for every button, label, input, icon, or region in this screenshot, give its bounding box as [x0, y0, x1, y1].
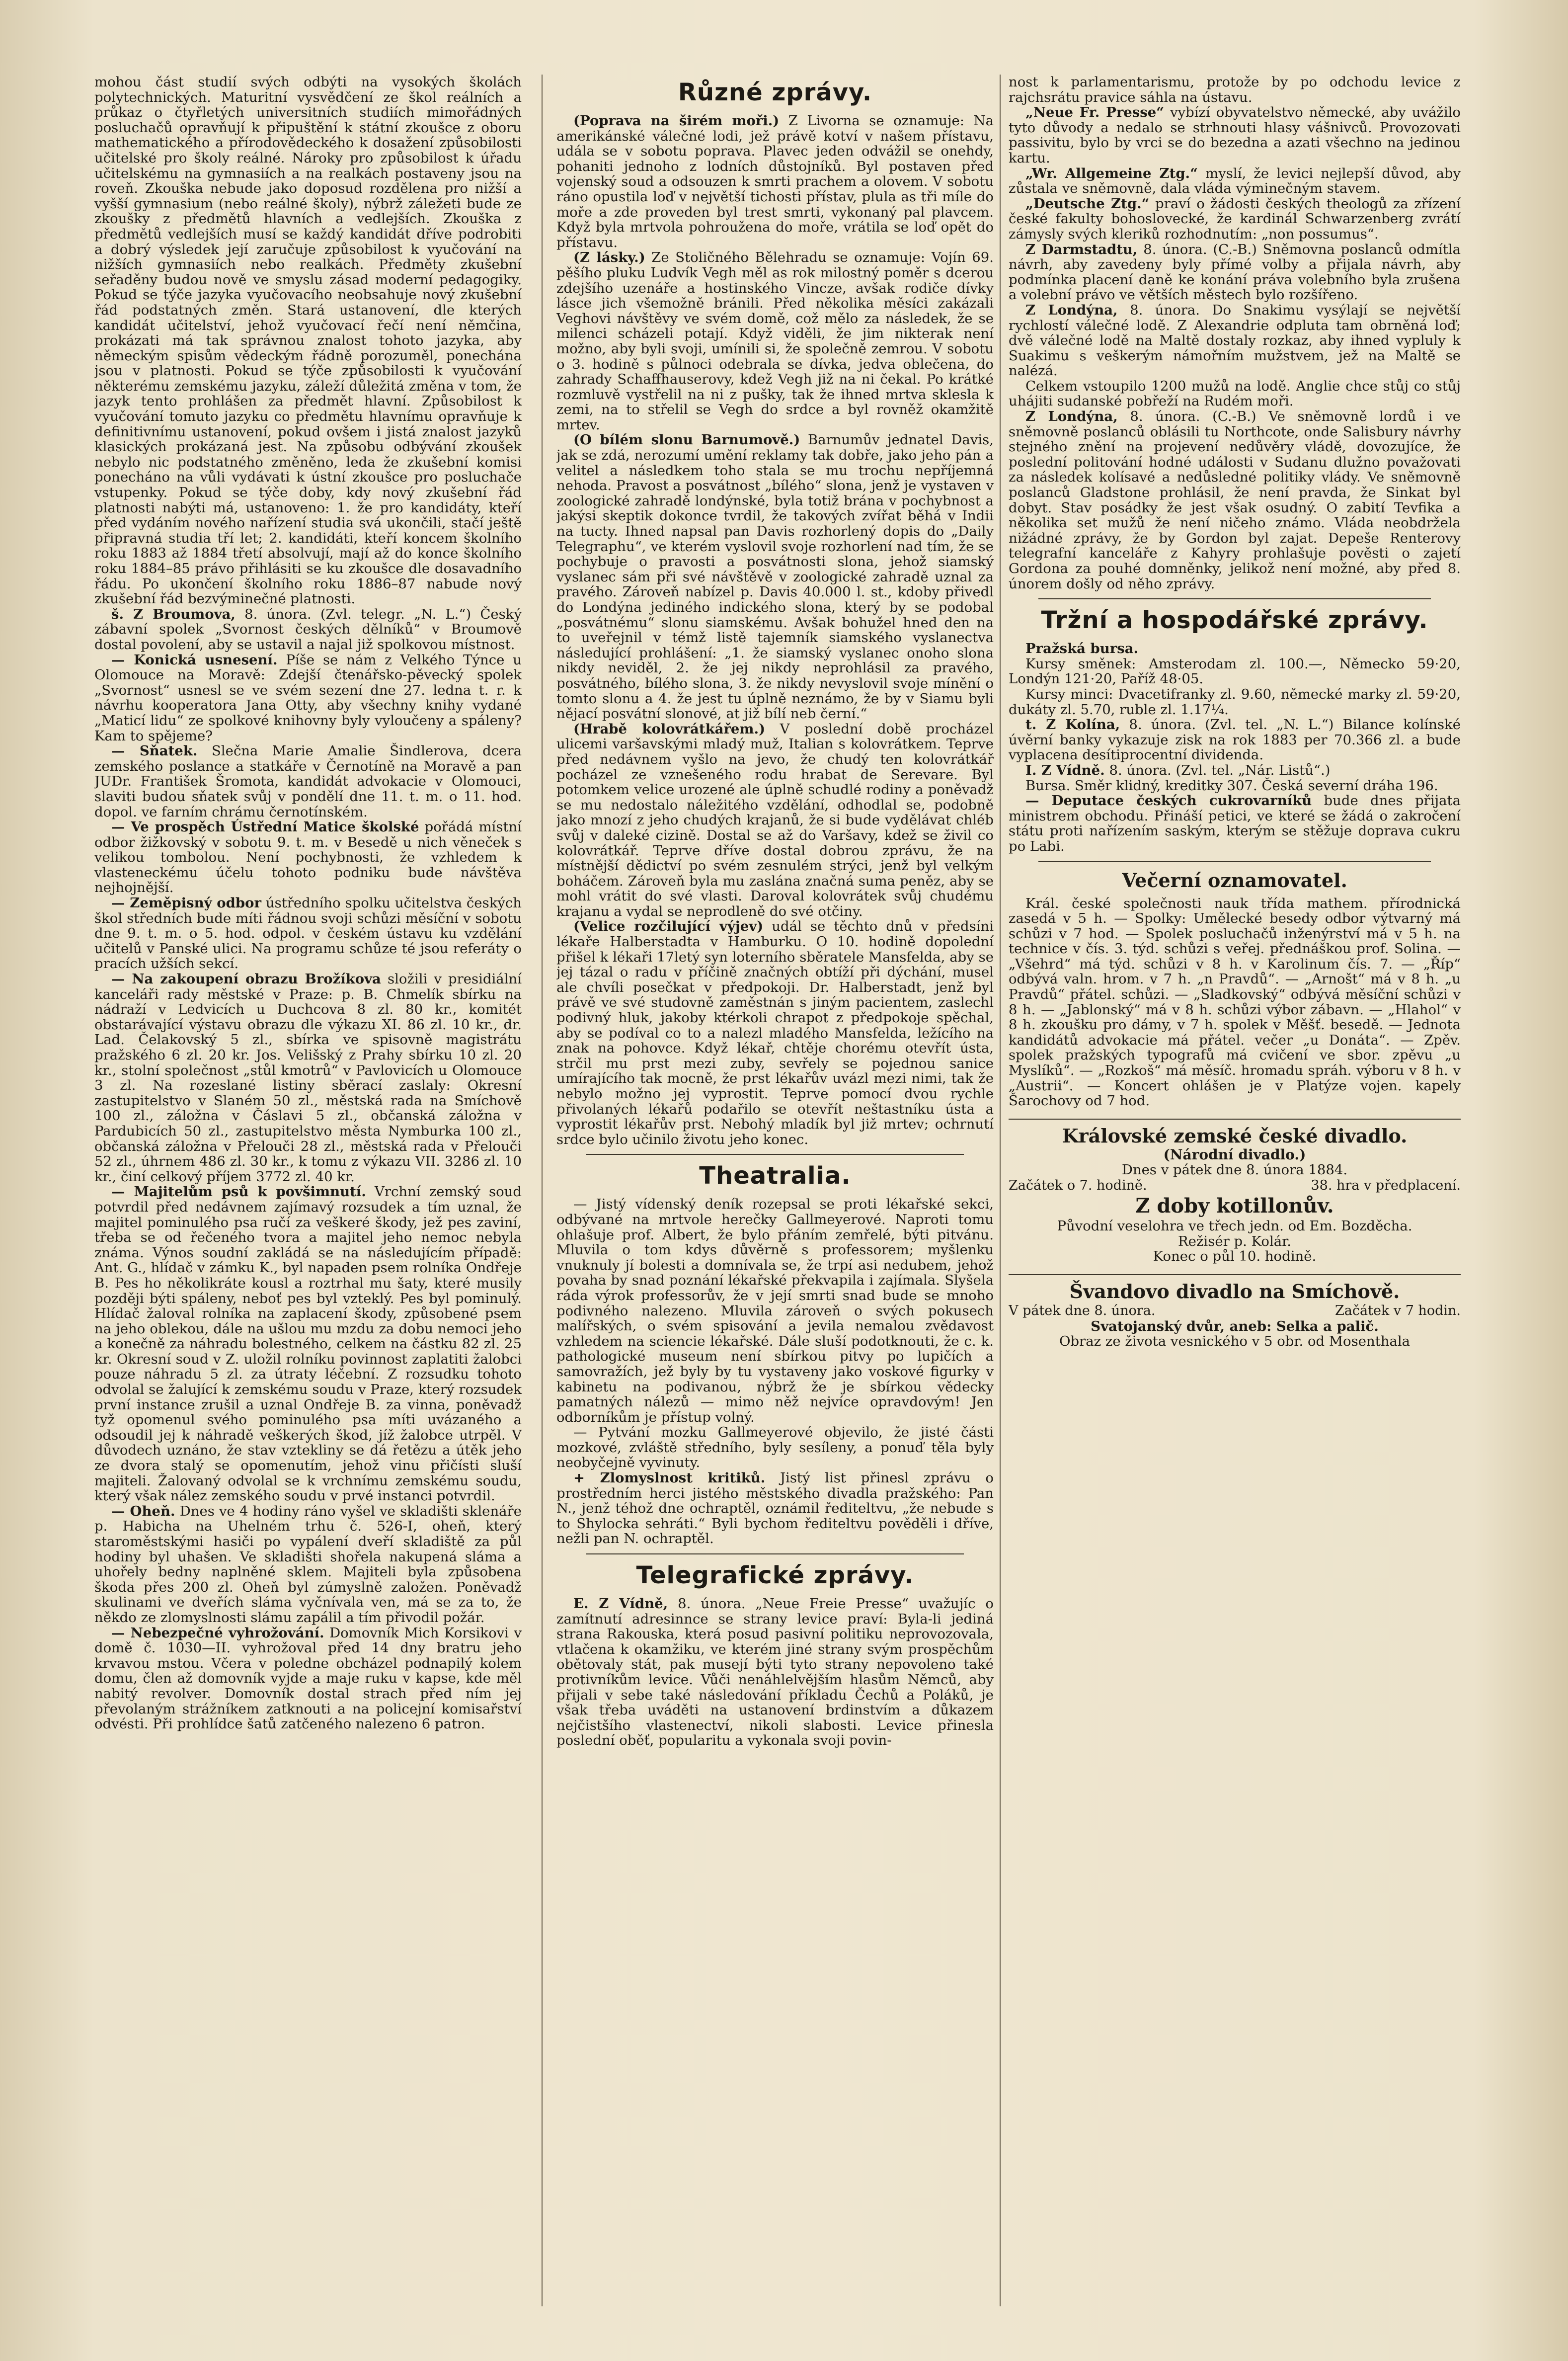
article-continuation: mohou část studií svých odbýti na vysokých školách polytechnických. Maturitní vysvědčení ze škol reálních a průkaz o čtyřletých universitních studiích mimořádných posluchačů opravňují k připuštění k státní zkoušce z oboru mathematického a přírodovědeckého k dosažení způsobilosti učitelské pro školy reálné. Nároky pro způsobilost k úřadu učitelskému na gymnasiích a na realkách postaveny jsou na roveň. Zkouška nebude jako doposud rozdělena pro nižší a vyšší gymnasium (nebo reálné školy), nýbrž záležeti bude ze zkoušky z předmětů hlavních a vedlejších. Zkouška z předmětů vedlejších musí se každý kandidát dříve podrobiti a dobrý výsledek její zaručuje způsobilost k vyučování na nižších gymnasiích nebo realkách. Předměty zkušební seřaděny budou nově ve smyslu zásad moderní pedagogiky. Pokud se týče jazyka vyučovacího neobsahuje nový zkušební řád podstatných změn. Stará ustanovení, dle kterých kandidát učitelství, jehož vyučovací řečí není němčina, prokázati má tak správnou znalost tohoto jazyka, aby německým spisům vědeckým řádně porozuměl, ponechána jsou v platnosti. Pokud se týče způsobilosti k vyučování některému zemskému jazyku, záleží důležitá změna v tom, že jazyk tento prohlášen za předmět hlavní. Způsobilost k vyučování tomuto jazyku co předmětu hlavnímu opravňuje k definitivnímu ustanovení, pokud ovšem i jistá znalost jazyků klasických prokázaná jest. Na způsobu odbývání zkoušek nebylo nic podstatného změněno, leda že zkušební komisi ponecháno na vůli vydávati k ústní zkoušce pro posluchače vstupenky. Pokud se týče doby, kdy nový zkušební řád platnosti nabýti má, ustanoveno: 1. že pro kandidáty, kteří před vydáním nového nařízení studia svá ukončili, stačí ještě připravná studia tří let; 2. kandidáti, kteří koncem školního roku 1883 až 1884 třetí absolvují, mají až do konce školního roku 1884–85 právo přihlásiti se ku zkoušce dle dosavadního řádu. Po ukončení školního roku 1886–87 nabude nový zkušební řád bezvýminečné platnosti. [94, 75, 522, 607]
news-item: (Velice rozčilující výjev) udál se těchto dnů v předsíni lékaře Halberstadta v Hamburku. O 10. hodině dopolední přišel k lékaři 17letý syn loterního sběratele Mansfelda, aby se jej tázal o radu v příčině značných obtíží při dýchání, musel ale chvíli posečkat v předpokoji. Dr. Halberstadt, jenž byl právě ve své studovně zaměstnán s jiným pacientem, zaslechl podivný hluk, jakoby ktérkoli chrapot z předpokoje spěchal, aby se podíval co to a nalezl mladého Mansfelda, ležícího na znak na pohovce. Když lékař, chtěje chorému otevřít ústa, strčil mu prst mezi zuby, sevřely se pojednou sanice umírajícího tak mocně, že prst lékařův uvázl mezi nimi, tak že nebylo možno jej vyprostit. Teprve pomocí dvou rychle přivolaných lékařů podařilo se otevřít neštastníku ústa a vyprostit lékařův prst. Nebohý mladík byl již mrtev; ochrnutí srdce bylo učinilo životu jeho konec. [556, 918, 994, 1147]
news-item: t. Z Kolína, 8. února. (Zvl. tel. „N. L.“) Bilance kolínské úvěrní banky vykazuje zisk na rok 1883 per 70.366 zl. a bude vyplacena desítiprocentní dividenda. [1009, 717, 1461, 763]
section-divider [586, 1154, 964, 1155]
news-item: „Deutsche Ztg.“ praví o žádosti českých theologů za zřízení české fakulty bohoslovecké, že kardinál Schwarzenberg zvrátí zámysly svých kleriků rozhodnutím: „non possumus“. [1009, 195, 1461, 242]
theatre-subscription: 38. hra v předplacení. [1311, 1178, 1461, 1193]
news-item: E. Z Vídně, 8. února. „Neue Freie Presse“ uvažujíc o zamítnutí adresinnce se strany levice praví: Byla-li jediná strana Rakouska, která posud pasivní politiku neprovozovala, vtlačena k okamžiku, ve kterém jiné strany svým prospěchům obětovaly stát, pak musejí býti tyto strany nepovoleno také protivníkům levice. Vůči nenáhlelvějším hlasům Němců, aby přijali v sebe také následování příkladu Čechů a Poláků, je však třeba uváděti na ustanovení brdinstvím a důkazem nejčistšího vlastenectví, nikoli slabosti. Levice přinesla poslední oběť, popularitu a vykonala svoji povin- [556, 1596, 994, 1749]
theatre-end: Konec o půl 10. hodině. [1153, 1248, 1317, 1265]
theatre-title: Královské zemské české divadlo. [1062, 1124, 1408, 1147]
theatre-start: Začátek o 7. hodině. [1009, 1178, 1147, 1193]
section-heading-trzni: Tržní a hospodářské zprávy. [1041, 606, 1428, 635]
bursa-rates: Kursy minci: Dvacetifranky zl. 9.60, německé marky zl. 59·20, dukáty zl. 5.70, ruble zl. 1.17¼. [1009, 686, 1461, 718]
column-rule [542, 75, 543, 2306]
section-divider [1038, 598, 1431, 599]
news-item: „Wr. Allgemeine Ztg.“ myslí, že levici nejlepší důvod, aby zůstala ve sněmovně, dala vláda výminečným stavem. [1009, 165, 1461, 197]
section-divider [1038, 861, 1431, 862]
news-item: — Sňatek. Slečna Marie Amalie Šindlerova, dcera zemského poslance a statkáře v Černotíně na Moravě a pan JUDr. František Šromota, kandidát advokacie v Olomouci, slaviti budou sňatek svůj v pondělí dne 11. t. m. o 11. hod. dopol. ve farním chrámu černotínském. [94, 743, 522, 820]
news-item: (Z lásky.) Ze Stoličného Bělehradu se oznamuje: Vojín 69. pěšího pluku Ludvík Vegh měl as rok milostný poměr s dcerou zdejšího uzenáře a hostinského Vincze, avšak rodiče dívky lásce jich všemožně bránili. Před několika měsíci zakázali Veghovi návštěvy ve svém domě, což mělo za následek, že se milenci scházeli potají. Když viděli, že jim nikterak není možno, aby byli svoji, umínili si, že společně zemrou. V sobotu o 3. hodině s půlnoci odebrala se dívka, jedva oblečena, do zahrady Schaffhauserovy, kdež Vegh již na ni čekal. Po krátké rozmluvě vystřelil na ni z pušky, tak že ihned mrtva sklesla k zemi, na to střelil se Vegh do srdce a byl rovněž okamžitě mrtev. [556, 249, 994, 433]
news-item: (O bílém slonu Barnumově.) Barnumův jednatel Davis, jak se zdá, nerozumí umění reklamy tak dobře, jako jeho pán a velitel a následkem toho stala se mu trochu nepříjemná nehoda. Pravost a posvátnost „bílého“ slona, jenž je vystaven v zoologické zahradě londýnské, byla totiž brána v pochybnost a jakýsi skeptik dokonce tvrdil, že takových zvířat běhá v Indii na tucty. Ihned napsal pan Davis rozhorlený dopis do „Daily Telegraphu“, ve kterém vyslovil svoje rozhorlení nad tím, že se pochybuje o pravosti a posvátnosti slona, jehož siamský vyslanec sám při své návštěvě v zoologické zahradě uznal za pravého. Zároveň nabízel p. Davis 40.000 l. st., kdoby přivedl do Londýna jediného indického slona, který by se podobal „posvátnému“ slonu siamskému. Avšak bohužel hned den na to uveřejnil v témž listě tajemník siamského vyslanectva následující prohlášení: „1. že siamský vyslanec onoho slona nikdy neviděl, 2. že jej nikdy neprohlásil za pravého, posvátného, bílého slona, 3. že nikdy nevyslovil svoje mínění o tomto slonu a 4. že jest tu úplně neznámo, že by v Siamu byli nějací posvátní slonové, at již bílí neb černí.“ [556, 432, 994, 722]
section-divider [586, 1553, 964, 1554]
news-item: Z Londýna, 8. února. (C.-B.) Ve sněmovně lordů i ve sněmovně poslanců oblásili tu Northcote, onde Salisbury návrhy stejného znění na projevení nedůvěry vládě, dovozujíce, že poslední politování hodné události v Sudanu dlužno považovati za následek kolísavé a nedůsledné politiky vlády. Ve sněmovně poslanců Gladstone prohlásil, že není pravda, že Sinkat byl dobyt. Stav posádky že jest však osudný. O zabití Tevfika a několika set mužů že není ničeho známo. Vláda neobdržela nižádné zprávy, že by Gordon byl zajat. Depeše Renterovy telegrafní kanceláře z Kahyry prohlašuje pověsti o zajetí Gordona za pouhé domněnky, jelikož není možné, aby před 8. únorem došly od něho zprávy. [1009, 408, 1461, 592]
news-item: š. Z Broumova, 8. února. (Zvl. telegr. „N. L.“) Český zábavní spolek „Svornost českých dělníků“ v Broumově dostal povolení, aby se ustavil a najal již spolkovou místnost. [94, 606, 522, 652]
news-item: Celkem vstoupilo 1200 mužů na lodě. Anglie chce stůj co stůj uhájiti sudanské pobřeží na Rudém moři. [1009, 378, 1461, 409]
news-item: I. Z Vídně. 8. února. (Zvl. tel. „Nár. Listů“.) [1025, 762, 1331, 778]
column-middle [556, 75, 994, 2306]
section-heading-ruzne: Různé zprávy. [678, 79, 872, 106]
theatre-announcement [1009, 1119, 1461, 1264]
news-item: — Oheň. Dnes ve 4 hodiny ráno vyšel ve skladišti sklenáře p. Habicha na Uhelném trhu č. 526-I, oheň, který staroměstskými hasiči po vypálení dveří skladiště za půl hodiny byl uhašen. Ve skladišti shořela nakupená sláma a uhořely bedny naplněné sklem. Majiteli byla způsobena škoda přes 200 zl. Oheň byl zúmyslně založen. Poněvadž skulinami ve dveřích sláma vyčnívala ven, má se za to, že někdo ze zlomyslnosti slámu zapálil a tím přivodil požár. [94, 1503, 522, 1626]
section-heading-theatralia: Theatralia. [699, 1162, 851, 1190]
theatre-subtitle: (Národní divadlo.) [1163, 1146, 1306, 1163]
news-item: — Konická usnesení. Píše se nám z Velkého Týnce u Olomouce na Moravě: Zdejší čtenářsko-pěvecký spolek „Svornost“ usnesl se ve svém sezení dne 27. ledna t. r. k návrhu kooperatora Jana Otty, aby všechny knihy vydané „Maticí lidu“ ze spolkové knihovny byly vyloučeny a spáleny? Kam to spějeme? [94, 651, 522, 744]
column-rule [1000, 75, 1001, 2306]
theatre-play-title: Z doby kotillonův. [1135, 1194, 1334, 1218]
bursa-rates: Kursy směnek: Amsterodam zl. 100.—, Německo 59·20, Londýn 121·20, Paříž 48·05. [1009, 655, 1461, 687]
theatre-info-row [1009, 1303, 1461, 1319]
news-item: — Nebezpečné vyhrožování. Domovník Mich Korsikovi v domě č. 1030—II. vyhrožoval před 14 dny bratru jeho krvavou mstou. Včera v poledne obcházel podnapilý kolem domu, člen až domovník vyjde a maje ruku v kapse, kde měl nabitý revolver. Domovník dostal strach před ním jej převolaným strážníkem zatknouti a na policejní komisařství odvésti. Při prohlídce šatů zatčeného nalezeno 6 patron. [94, 1625, 522, 1732]
section-heading-telegraficke: Telegrafické zprávy. [636, 1561, 914, 1590]
news-item: — Deputace českých cukrovarníků bude dnes přijata ministrem obchodu. Přináší petici, ve které se žádá o zakročení státu proti nařízením saským, kterým se stěžuje doprava cukru po Labi. [1009, 793, 1461, 854]
news-item: — Ve prospěch Ústřední Matice školské pořádá místní odbor žižkovský v sobotu 9. t. m. v Besedě u nich věneček s velikou tombolou. Není pochybnosti, že vzhledem k vlasteneckému účelu tohoto podniku bude návštěva nejhojnější. [94, 819, 522, 896]
column-left [94, 75, 522, 2306]
news-item: — Jistý vídenský deník rozepsal se proti lékařské sekci, odbývané na mrtvole herečky Gallmeyerové. Naproti tomu ohlašuje prof. Albert, že bylo přáním zemřelé, býti pitvánu. Mluvila o tom kdys důvěrně s professorem; myšlenku vnuknuly jí bolesti a domnívala se, že trpí asi nedubem, jehož povaha by snad poznání lékařské překvapila i zajímala. Slyšela ráda výrok professorův, že v její smrti snad bude se mnoho podivného nalezeno. Mluvila zároveň o svých pokusech malířských, o svém spisování a jevila nemalou zvědavost vzhledem na sciencie lékařské. Dále sluší podotknouti, že c. k. pathologické museum není sbírkou pitvy po lupičích a samovražích, jež byly by tu vystaveny jako voskové figurky v kabinetu na podivanou, nýbrž že je sbírkou vědecky pamatných nálezů — mimo něž nejvíce opravdovým! Jen odborníkům je přístup volný. [556, 1196, 994, 1425]
column-right [1009, 75, 1461, 2306]
news-item: — Pytvání mozku Gallmeyerové objevilo, že jisté části mozkové, zvláště středního, byly sesíleny, a ponuď těla byly neobyčejně vyvinuty. [556, 1424, 994, 1471]
theatre-director: Režisér p. Kolár. [1177, 1233, 1292, 1249]
article-continuation: nost k parlamentarismu, protože by po odchodu levice z rajchsrátu pravice sáhla na ústavu. [1009, 75, 1461, 105]
section-heading-vecerni: Večerní oznamovatel. [1122, 869, 1347, 892]
theatre-play-description: Původní veselohra ve třech jedn. od Em. Bozděcha. [1057, 1218, 1412, 1234]
theatre-announcement-2 [1009, 1274, 1461, 1349]
news-item: Bursa. Směr klidný, kreditky 307. Česká severní dráha 196. [1025, 777, 1438, 794]
theatre-date: Dnes v pátek dne 8. února 1884. [1121, 1162, 1348, 1178]
news-item: (Poprava na širém moři.) Z Livorna se oznamuje: Na amerikánské válečné lodi, jež právě kotví v našem přístavu, udála se v sobotu poprava. Plavec jeden odvážil se onehdy, pohaniti jednoho z lodních důstojníků. Byl postaven před vojenský soud a odsouzen k smrti prachem a olovem. V sobotu ráno opustila loď v největší tichosti přístav, plula as tři míle do moře a zde proveden byl trest smrti, vykonaný pal plavcem. Když byla mrtvola pohroužena do moře, vrátila se loď opět do přístavu. [556, 113, 994, 250]
theatre-info-row [1009, 1178, 1461, 1194]
bursa-title: Pražská bursa. [1025, 641, 1139, 657]
news-item: — Majitelům psů k povšimnutí. Vrchní zemský soud potvrdil před nedávnem zajímavý rozsudek a tím uznal, že majitel pominulého psa ručí za veškeré škody, jež pes zaviní, třeba se od řečeného tvora a majitel jeho nemoc nebyla známa. Výnos soudní zakládá se na následujícím případě: Ant. G., hlídač v zámku K., byl napaden psem rolníka Ondřeje B. Pes ho několikráte kousl a roztrhal mu šaty, které musily později býti spáleny, neboť pes byl vzteklý. Pes byl pominulý. Hlídač žaloval rolníka na zaplacení škody, způsobené psem na jeho oblekou, dále na ušlou mu mzdu za dobu nemoci jeho a konečně za náhradu bolestného, celkem na částku 82 zl. 25 kr. Okresní soud v Z. uložil rolníku povinnost zaplatiti žalobci pouze náhradu 5 zl. za útraty léčební. Z rozsudku tohoto odvolal se žalující k zemskému soudu v Praze, který rozsudek první instance zrušil a uznal Ondřeje B. za vinna, poněvadž tyž opomenul svého pominulého psa míti uvázaného a odsoudil jej k náhradě veškerých škod, jíž žalobce utrpěl. V důvodech uznáno, že stav vztekliny se dá řetězu a útěk jeho ze dvora stalý se opomenutím, jehož vinu přičísti sluší majiteli. Žalovaný odvolal se k vrchnímu zemskému soudu, který však nález zemského soudu v prvé instanci potvrdil. [94, 1184, 522, 1504]
news-item: „Neue Fr. Presse“ vybízí obyvatelstvo německé, aby uvážilo tyto důvody a nedalo se strhnouti hlasy vášnivců. Provozovati passivitu, bylo by vrci se do bezedna a azati všechno na jedinou kartu. [1009, 104, 1461, 166]
theatre-date: V pátek dne 8. února. [1009, 1303, 1156, 1318]
theatre-play-description: Obraz ze života vesnického v 5 obr. od Mosenthala [1059, 1333, 1411, 1350]
news-item: (Hrabě kolovrátkářem.) V poslední době procházel ulicemi varšavskými mladý muž, Italian s kolovrátkem. Teprve před nedávnem vyšlo na jevo, že chudý ten kolovrátkář pocházel ze vznešeného rodu hrabat de Serevare. Byl potomkem velice urozené ale úplně schudlé rodiny a poněvadž se mu nedostalo náležitého vzdělání, odhodlal se, podobně jako mnozí z jeho chudých krajanů, že si bude vydělávat chléb svůj v daleké cizině. Dostal se až do Varšavy, kdež se živil co kolovrátkář. Teprve dříve dostal dobrou zprávu, že na místnější dědictví po svém zesnulém strýci, jenž byl velkým boháčem. Zároveň byla mu zaslána značná suma peněz, aby se mohl vrátit do své vlasti. Daroval kolovrátek svůj chudému krajanu a vydal se neprodleně do své otčiny. [556, 721, 994, 919]
news-item: — Zeměpisný odbor ústředního spolku učitelstva českých škol středních bude míti řádnou svoji schůzi měsíční v sobotu dne 9. t. m. o 5. hod. odpol. v českém ústavu ku vzdělání učitelů v Panské ulici. Na programu schůze té jsou referáty o pracích užších sekcí. [94, 895, 522, 972]
theatre-play-title: Svatojanský dvůr, aneb: Selka a palič. [1091, 1318, 1379, 1334]
theatre-title: Švandovo divadlo na Smíchově. [1069, 1280, 1400, 1303]
events-listing: Král. české společnosti nauk třída mathem. přírodnická zasedá v 5 h. — Spolky: Umělecké besedy odbor výtvarný má schůzi v 7 hod. — Spolek posluchačů inženýrství má v 5 h. na technice v čís. 3. týd. schůzi s veřej. přednáškou prof. Solina. — „Všehrd“ má týd. schůzi v 8 h. v Karolinum čís. 7. — „Říp“ odbývá valn. hrom. v 7 h. „n Pravdů“. — „Arnošt“ má v 8 h. „u Pravdů“ přátel. schůzi. — „Sladkovský“ odbývá měsíční schůzi v 8 h. — „Jablonský“ má v 8 h. schůzi výbor zábavn. — „Hlahol“ v 8 h. zkoušku pro dámy, v 7 h. spolek v Měšť. besedě. — Jednota kandidátů advokacie má přátel. večer „u Donáta“. — Zpěv. spolek pražských typografů má cvičení ve sbor. zpěvu „u Myslíků“. — „Rozkoš“ má měsíč. hromadu spráh. výboru v 8 h. v „Austrii“. — Koncert ohlášen je v Platýze vojen. kapely Šarochovy od 7 hod. [1009, 895, 1461, 1109]
theatre-start: Začátek v 7 hodin. [1335, 1303, 1461, 1318]
news-item: Z Darmstadtu, 8. února. (C.-B.) Sněmovna poslanců odmítla návrh, aby zavedeny byly přímé volby a přijala návrh, aby podmínka placení daně ke konání práva volebního byla zrušena a volební právo ve větších městech bylo rozšířeno. [1009, 241, 1461, 303]
news-item: Z Londýna, 8. února. Do Snakimu vysýlají se největší rychlostí válečné lodě. Z Alexandrie odpluta tam obrněná loď; dvě válečné lodě na Maltě dostaly rozkaz, aby ihned vypluly k Suakimu s veškerým námořním mužstvem, jež na Maltě se nalézá. [1009, 302, 1461, 379]
news-item: + Zlomyslnost kritiků. Jistý list přinesl zprávu o prostředním herci jistého městského divadla pražského: Pan N., jenž téhož dne ochraptěl, oznámil řediteltvu, „že nebude s to Shylocka sehráti.“ Byli bychom řediteltvu pověděli i dříve, nežli pan N. ochraptěl. [556, 1470, 994, 1547]
news-item: — Na zakoupení obrazu Brožíkova složili v presidiální kanceláři rady městské v Praze: p. B. Chmelík sbírku na nádraží v Ledvicích u Duchcova 8 zl. 80 kr., komitét obstarávající výstavu obrazu dle výkazu XI. 86 zl. 10 kr., dr. Lad. Čelakovský 5 zl., sbírka ve spisovně magistrátu pražského 6 zl. 20 kr. Jos. Velišský z Prahy sbírku 10 zl. 20 kr., stolní společnost „stůl kmotrů“ v Pavlovicích u Olomouce 3 zl. Na rozeslané listiny sběrací zaslaly: Okresní zastupitelstvo v Slaném 50 zl., městská rada na Smíchově 100 zl., záložna v Čáslavi 5 zl., občanská záložna v Pardubicích 50 zl., zastupitelstvo města Nymburka 100 zl., občanská záložna v Přelouči 28 zl., městská rada v Přelouči 52 zl., úhrnem 486 zl. 30 kr., k tomu z výkazu VII. 3286 zl. 10 kr., činí celkový příjem 3772 zl. 40 kr. [94, 971, 522, 1185]
